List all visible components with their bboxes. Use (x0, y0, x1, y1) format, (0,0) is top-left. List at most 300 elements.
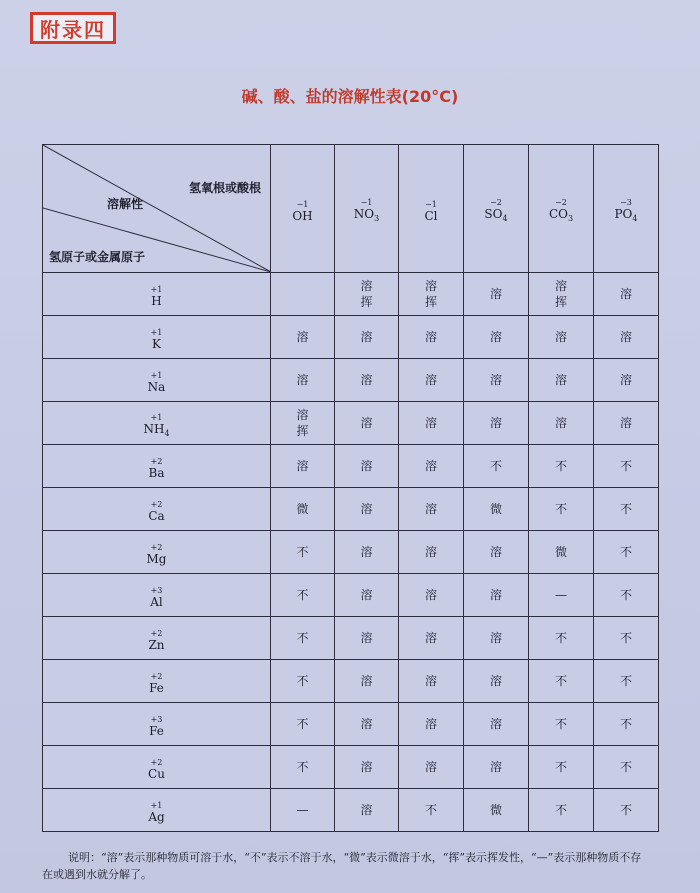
cation-valence: +2 (150, 629, 163, 638)
anion-header-cell (464, 145, 529, 273)
solubility-text: 溶 (424, 544, 437, 559)
solubility-value (555, 802, 567, 818)
solubility-value (360, 673, 372, 689)
solubility-cell (335, 574, 399, 617)
cation-symbol-text: H (151, 294, 162, 308)
solubility-cell (271, 445, 335, 488)
solubility-cell (399, 273, 464, 316)
solubility-value (555, 458, 567, 474)
table-row (43, 488, 659, 531)
anion-subscript: 3 (374, 214, 380, 223)
cation-symbol-text: Al (150, 595, 163, 609)
solubility-text: 溶 (554, 278, 567, 293)
solubility-text: 溶 (489, 759, 502, 774)
solubility-value (620, 544, 632, 560)
solubility-text: 溶 (489, 716, 502, 731)
solubility-cell (594, 273, 659, 316)
cation-symbol-text: Zn (148, 638, 165, 652)
table-row (43, 402, 659, 445)
solubility-text: — (296, 802, 309, 817)
note-line-2: 在或遇到水就分解了。 (42, 868, 152, 881)
anion-valence: −2 (555, 198, 567, 207)
solubility-text: 溶 (424, 673, 437, 688)
solubility-value (296, 372, 308, 388)
solubility-cell (271, 574, 335, 617)
solubility-value (425, 673, 437, 689)
solubility-cell (464, 703, 529, 746)
cation-symbol-text: Fe (149, 724, 164, 738)
solubility-value (360, 458, 372, 474)
solubility-value (620, 802, 632, 818)
anion-symbol-text: PO (614, 207, 633, 221)
solubility-text: 不 (296, 673, 309, 688)
solubility-value (555, 501, 567, 517)
solubility-cell (271, 488, 335, 531)
solubility-text: 溶 (360, 673, 373, 688)
solubility-value (620, 759, 632, 775)
cation-symbol (148, 768, 165, 780)
solubility-cell (529, 574, 594, 617)
cation-symbol-text: Fe (149, 681, 164, 695)
solubility-cell (529, 703, 594, 746)
solubility-value (555, 587, 567, 603)
solubility-text: 不 (296, 630, 309, 645)
anion-ion (424, 201, 437, 222)
solubility-text: 溶 (424, 716, 437, 731)
cation-header-cell (43, 789, 271, 832)
solubility-value (555, 673, 567, 689)
anion-symbol-text: OH (292, 208, 313, 223)
solubility-value (360, 759, 372, 775)
solubility-cell (399, 660, 464, 703)
solubility-cell (594, 531, 659, 574)
solubility-cell (529, 359, 594, 402)
solubility-text: 溶 (296, 372, 309, 387)
solubility-value (555, 716, 567, 732)
solubility-value (490, 802, 502, 818)
table-row (43, 574, 659, 617)
solubility-text: 不 (296, 587, 309, 602)
cation-symbol (143, 423, 169, 438)
explanatory-note (42, 849, 662, 883)
solubility-cell (594, 617, 659, 660)
solubility-value (360, 802, 372, 818)
anion-symbol (424, 210, 437, 222)
table-row (43, 445, 659, 488)
cation-header-cell (43, 617, 271, 660)
solubility-cell (464, 660, 529, 703)
solubility-text: 不 (296, 716, 309, 731)
solubility-cell (399, 617, 464, 660)
solubility-cell (529, 445, 594, 488)
solubility-value (490, 630, 502, 646)
solubility-text: 溶 (489, 286, 502, 301)
anion-symbol (292, 210, 312, 222)
solubility-cell (464, 746, 529, 789)
solubility-text: 不 (619, 630, 632, 645)
solubility-text: 挥 (296, 424, 309, 438)
solubility-cell (594, 316, 659, 359)
solubility-text: 不 (554, 802, 567, 817)
anion-valence: −2 (490, 198, 502, 207)
solubility-text: 溶 (424, 329, 437, 344)
cation-symbol (149, 467, 165, 479)
solubility-text: 溶 (360, 630, 373, 645)
solubility-cell (464, 488, 529, 531)
solubility-cell (464, 789, 529, 832)
anion-symbol-text: Cl (424, 208, 438, 223)
solubility-value (425, 630, 437, 646)
solubility-text: 溶 (489, 372, 502, 387)
solubility-text: 溶 (360, 759, 373, 774)
solubility-value (360, 544, 372, 560)
solubility-value (360, 587, 372, 603)
cation-ion (151, 329, 163, 350)
cation-valence: +2 (150, 758, 163, 767)
solubility-text: 溶 (360, 802, 373, 817)
anion-ion (292, 201, 312, 222)
solubility-value (620, 372, 632, 388)
solubility-value (490, 716, 502, 732)
solubility-cell (335, 703, 399, 746)
anion-symbol-text: CO (548, 207, 568, 221)
solubility-value (555, 329, 567, 345)
solubility-value (490, 759, 502, 775)
anion-subscript: 4 (632, 214, 638, 223)
solubility-value (620, 630, 632, 646)
solubility-cell (335, 746, 399, 789)
solubility-value (297, 802, 309, 818)
solubility-cell (271, 617, 335, 660)
solubility-cell (335, 316, 399, 359)
solubility-text: 不 (619, 802, 632, 817)
solubility-text: 溶 (296, 407, 309, 422)
cation-symbol-text: Ag (148, 810, 165, 824)
solubility-cell (399, 531, 464, 574)
solubility-value (360, 630, 372, 646)
solubility-cell (399, 789, 464, 832)
solubility-value (490, 501, 502, 517)
solubility-cell (271, 531, 335, 574)
solubility-cell (399, 402, 464, 445)
solubility-text: 溶 (489, 673, 502, 688)
corner-header-cell (43, 145, 271, 273)
solubility-cell (335, 488, 399, 531)
solubility-text: 不 (554, 630, 567, 645)
solubility-value (490, 329, 502, 345)
solubility-text: 不 (296, 759, 309, 774)
cation-symbol (148, 639, 164, 651)
solubility-cell (399, 746, 464, 789)
solubility-text: 溶 (424, 587, 437, 602)
solubility-value (425, 802, 437, 818)
solubility-text: 不 (554, 458, 567, 473)
solubility-value (360, 501, 372, 517)
anion-ion (549, 199, 573, 223)
solubility-value (296, 407, 308, 439)
cation-symbol-text: Na (147, 380, 166, 394)
cation-symbol-text: Cu (148, 767, 165, 781)
solubility-value (425, 759, 437, 775)
cation-symbol (149, 725, 164, 737)
cation-symbol-text: Mg (146, 552, 167, 566)
solubility-value (360, 278, 372, 310)
solubility-value (555, 630, 567, 646)
solubility-text: 溶 (489, 415, 502, 430)
cation-symbol (152, 338, 161, 350)
solubility-text: 不 (424, 802, 437, 817)
solubility-value (490, 673, 502, 689)
solubility-text: 微 (489, 501, 502, 516)
solubility-text: 溶 (424, 759, 437, 774)
cation-symbol (149, 682, 164, 694)
anion-header-cell (271, 145, 335, 273)
solubility-cell (594, 703, 659, 746)
anion-symbol (549, 208, 573, 223)
cation-symbol (147, 553, 167, 565)
solubility-value (296, 587, 308, 603)
cation-symbol (148, 510, 164, 522)
solubility-text: 不 (489, 458, 502, 473)
solubility-text: 溶 (554, 415, 567, 430)
solubility-cell (529, 531, 594, 574)
cation-ion (148, 759, 165, 780)
cation-valence: +1 (150, 412, 163, 422)
anion-ion (484, 199, 507, 223)
solubility-value (490, 286, 502, 302)
solubility-text: 溶 (619, 329, 632, 344)
solubility-text: — (555, 587, 567, 602)
anion-subscript: 4 (502, 214, 508, 223)
cation-ion (148, 630, 164, 651)
anion-ion (354, 199, 379, 223)
solubility-cell (529, 617, 594, 660)
solubility-cell (335, 445, 399, 488)
anion-symbol (614, 208, 637, 223)
solubility-value (620, 415, 632, 431)
solubility-text: 溶 (424, 278, 437, 293)
solubility-text: 溶 (554, 329, 567, 344)
solubility-cell (399, 574, 464, 617)
cation-symbol (150, 596, 163, 608)
anion-valence: −1 (425, 199, 437, 209)
solubility-value (490, 458, 502, 474)
solubility-text: 不 (619, 544, 632, 559)
solubility-value (555, 415, 567, 431)
solubility-value (360, 716, 372, 732)
solubility-text: 溶 (360, 415, 373, 430)
solubility-cell (464, 273, 529, 316)
solubility-text: 挥 (554, 295, 567, 309)
solubility-text: 挥 (360, 295, 373, 309)
solubility-text: 溶 (424, 372, 437, 387)
solubility-cell (399, 445, 464, 488)
solubility-text: 溶 (360, 587, 373, 602)
solubility-text: 微 (489, 802, 502, 817)
cation-ion (148, 372, 166, 393)
solubility-value (296, 544, 308, 560)
solubility-cell (271, 746, 335, 789)
solubility-text: 溶 (424, 630, 437, 645)
solubility-text: 不 (619, 759, 632, 774)
cation-ion (149, 716, 164, 737)
solubility-text: 溶 (424, 458, 437, 473)
note-line-1: 说明：“溶”表示那种物质可溶于水，“不”表示不溶于水，“微”表示微溶于水，“挥”表示挥发性，“—”表示那种物质不存 (68, 851, 642, 864)
solubility-value (425, 587, 437, 603)
solubility-value (425, 716, 437, 732)
solubility-text: 不 (554, 673, 567, 688)
solubility-cell (399, 359, 464, 402)
cation-header-cell (43, 531, 271, 574)
cation-ion (148, 802, 164, 823)
solubility-cell (399, 488, 464, 531)
cation-ion (149, 458, 165, 479)
solubility-text: 溶 (619, 372, 632, 387)
solubility-cell (594, 660, 659, 703)
solubility-text: 不 (619, 501, 632, 516)
solubility-value (490, 415, 502, 431)
solubility-text: 溶 (489, 329, 502, 344)
solubility-cell (529, 789, 594, 832)
anion-valence: −1 (296, 199, 309, 209)
solubility-value (296, 501, 308, 517)
table-row (43, 273, 659, 316)
solubility-text: 溶 (360, 278, 373, 293)
cation-valence: +2 (150, 543, 163, 552)
solubility-value (620, 458, 632, 474)
cation-header-cell (43, 488, 271, 531)
solubility-text: 不 (554, 759, 567, 774)
solubility-cell (529, 316, 594, 359)
solubility-text: 溶 (554, 372, 567, 387)
cation-symbol (148, 811, 164, 823)
solubility-text: 不 (619, 587, 632, 602)
cation-header-cell (43, 359, 271, 402)
solubility-value (620, 501, 632, 517)
solubility-text: 溶 (296, 329, 309, 344)
solubility-cell (335, 531, 399, 574)
cation-ion (151, 286, 163, 307)
anion-symbol (484, 208, 507, 223)
solubility-value (296, 458, 308, 474)
page-title: 碱、酸、盐的溶解性表(20°C) (241, 87, 459, 106)
solubility-value (425, 415, 437, 431)
solubility-text: 微 (554, 544, 567, 559)
solubility-value (360, 372, 372, 388)
cation-symbol-text: K (152, 337, 161, 351)
solubility-cell (529, 746, 594, 789)
solubility-text: 溶 (360, 372, 373, 387)
solubility-value (296, 759, 308, 775)
solubility-value (620, 716, 632, 732)
solubility-cell (271, 316, 335, 359)
solubility-cell (464, 617, 529, 660)
appendix-badge: 附录四 (30, 12, 116, 44)
anion-ion (614, 199, 637, 223)
cation-header-cell (43, 574, 271, 617)
solubility-value (360, 329, 372, 345)
solubility-cell (464, 359, 529, 402)
solubility-cell (335, 617, 399, 660)
cation-valence: +1 (150, 801, 163, 810)
solubility-text: 溶 (424, 415, 437, 430)
solubility-value (425, 329, 437, 345)
solubility-text: 溶 (360, 716, 373, 731)
solubility-text: 溶 (489, 630, 502, 645)
solubility-table-wrap (42, 144, 658, 830)
cation-valence: +3 (150, 586, 163, 595)
solubility-cell (271, 402, 335, 445)
solubility-value (296, 716, 308, 732)
solubility-cell (335, 402, 399, 445)
cation-axis-label: 氢原子或金属原子 (49, 250, 146, 264)
header-row (43, 145, 659, 273)
solubility-text: 溶 (360, 458, 373, 473)
solubility-cell (529, 660, 594, 703)
solubility-cell (271, 359, 335, 402)
table-row (43, 359, 659, 402)
solubility-text: 溶 (424, 501, 437, 516)
solubility-cell (594, 402, 659, 445)
solubility-text: 溶 (619, 415, 632, 430)
cation-valence: +2 (150, 457, 163, 466)
solubility-text: 溶 (489, 587, 502, 602)
solubility-cell (464, 531, 529, 574)
table-row (43, 789, 659, 832)
solubility-cell (594, 445, 659, 488)
solubility-value (296, 630, 308, 646)
solubility-value (490, 544, 502, 560)
solubility-value (425, 458, 437, 474)
solubility-text: 不 (619, 716, 632, 731)
cation-header-cell (43, 660, 271, 703)
cation-symbol (151, 295, 161, 307)
anion-symbol-text: SO (484, 207, 503, 221)
cation-header-cell (43, 402, 271, 445)
solubility-cell (594, 789, 659, 832)
cation-valence: +1 (150, 371, 163, 380)
solubility-cell (529, 488, 594, 531)
cation-header-cell (43, 746, 271, 789)
anion-symbol-text: NO (353, 207, 375, 221)
solubility-value (296, 673, 308, 689)
solubility-value (425, 544, 437, 560)
solubility-value (360, 415, 372, 431)
solubility-cell (529, 402, 594, 445)
solubility-table (42, 144, 659, 832)
solubility-value (555, 544, 567, 560)
cation-header-cell (43, 445, 271, 488)
solubility-cell (464, 574, 529, 617)
solubility-cell (464, 445, 529, 488)
solubility-cell (464, 316, 529, 359)
anion-header-cell (529, 145, 594, 273)
solubility-text: 不 (554, 716, 567, 731)
cation-header-cell (43, 703, 271, 746)
solubility-value (620, 587, 632, 603)
table-row (43, 316, 659, 359)
solubility-cell (594, 488, 659, 531)
anion-subscript: 3 (567, 214, 574, 223)
cation-ion (149, 673, 164, 694)
solubility-value (425, 501, 437, 517)
cation-symbol-text: Ca (148, 509, 165, 523)
cation-symbol-text: NH (143, 421, 165, 436)
cation-ion (143, 414, 169, 438)
anion-header-cell (594, 145, 659, 273)
cation-header-cell (43, 316, 271, 359)
solubility-text: 不 (619, 673, 632, 688)
